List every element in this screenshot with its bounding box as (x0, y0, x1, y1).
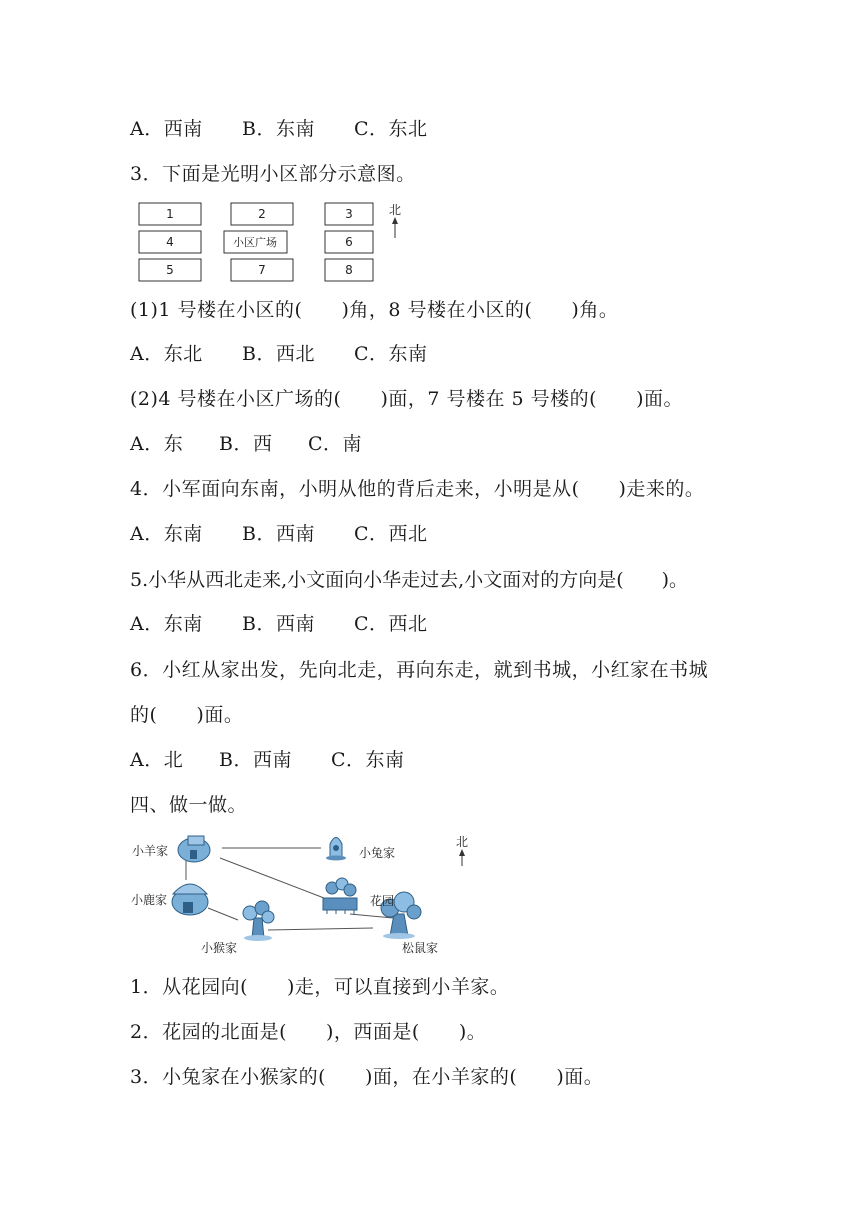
q3-sub2-options (130, 429, 362, 456)
q4-option-a: A．东南 (130, 523, 203, 545)
q5-options (130, 609, 428, 636)
map-cell-7: 7 (258, 263, 266, 277)
section4-heading: 四、做一做。 (130, 794, 248, 816)
animal-homes-map (128, 828, 478, 960)
map-cell-plaza: 小区广场 (233, 236, 277, 249)
q3-sub1-option-b: B．西北 (242, 343, 315, 365)
q6-option-b: B．西南 (219, 749, 292, 771)
label-garden: 花园 (370, 894, 395, 908)
s4-q2: 2．花园的北面是( )，西面是( )。 (130, 1021, 487, 1043)
q4-option-b: B．西南 (242, 523, 315, 545)
q3-sub2: (2)4 号楼在小区广场的( )面，7 号楼在 5 号楼的( )面。 (130, 388, 683, 410)
q5-stem: 5.小华从西北走来,小文面向小华走过去,小文面对的方向是( )。 (130, 569, 689, 591)
path-sheep-garden (220, 858, 324, 898)
q3-sub2-option-a: A．东 (130, 433, 184, 455)
q3-sub2-option-b: B．西 (219, 433, 273, 455)
label-sheep: 小羊家 (132, 844, 169, 858)
map-cell-5: 5 (166, 263, 174, 277)
q4-option-c: C．西北 (354, 523, 428, 545)
q3-sub1-option-c: C．东南 (354, 343, 428, 365)
deer-house-icon (172, 884, 208, 915)
map-cell-4: 4 (166, 235, 174, 249)
q2-option-a: A．西南 (130, 118, 203, 140)
q2-option-c: C．东北 (354, 118, 428, 140)
q4-options (130, 519, 428, 546)
q3-sub1-option-a: A．东北 (130, 343, 203, 365)
q4-stem: 4．小军面向东南，小明从他的背后走来，小明是从( )走来的。 (130, 478, 705, 500)
q5-option-b: B．西南 (242, 613, 315, 635)
s4-q1: 1．从花园向( )走，可以直接到小羊家。 (130, 976, 510, 998)
garden-icon (323, 878, 357, 914)
label-squirrel: 松鼠家 (402, 941, 439, 955)
north-label: 北 (388, 203, 402, 217)
path-deer-monkey (208, 908, 238, 920)
q2-options (130, 114, 428, 141)
q3-stem: 3．下面是光明小区部分示意图。 (130, 163, 416, 185)
q5-option-c: C．西北 (354, 613, 428, 635)
q6-option-c: C．东南 (331, 749, 405, 771)
map-cell-8: 8 (345, 263, 353, 277)
map-cell-6: 6 (345, 235, 353, 249)
north-label-2: 北 (455, 835, 469, 849)
s4-q3: 3．小兔家在小猴家的( )面，在小羊家的( )面。 (130, 1066, 604, 1088)
q6-options (130, 745, 405, 772)
path-monkey-squirrel (268, 928, 373, 930)
sheep-house-icon (178, 836, 210, 862)
q3-sub1: (1)1 号楼在小区的( )角，8 号楼在小区的( )角。 (130, 299, 619, 321)
q6-stem-line1: 6．小红从家出发，先向北走，再向东走，就到书城，小红家在书城 (130, 659, 709, 681)
q2-option-b: B．东南 (242, 118, 315, 140)
map-cell-2: 2 (258, 207, 266, 221)
q6-option-a: A．北 (130, 749, 184, 771)
q3-sub1-options (130, 339, 428, 366)
label-monkey: 小猴家 (201, 941, 238, 955)
north-arrow-icon (456, 835, 468, 866)
q5-option-a: A．东南 (130, 613, 203, 635)
north-arrow-icon (389, 203, 401, 238)
q6-stem-line2: 的( )面。 (130, 704, 244, 726)
monkey-house-icon (243, 901, 274, 941)
label-deer: 小鹿家 (131, 893, 168, 907)
map-cell-3: 3 (345, 207, 353, 221)
q3-community-map (130, 196, 420, 286)
rabbit-house-icon (326, 838, 346, 861)
q3-sub2-option-c: C．南 (308, 433, 363, 455)
map-cell-1: 1 (166, 207, 174, 221)
label-rabbit: 小兔家 (359, 846, 396, 860)
